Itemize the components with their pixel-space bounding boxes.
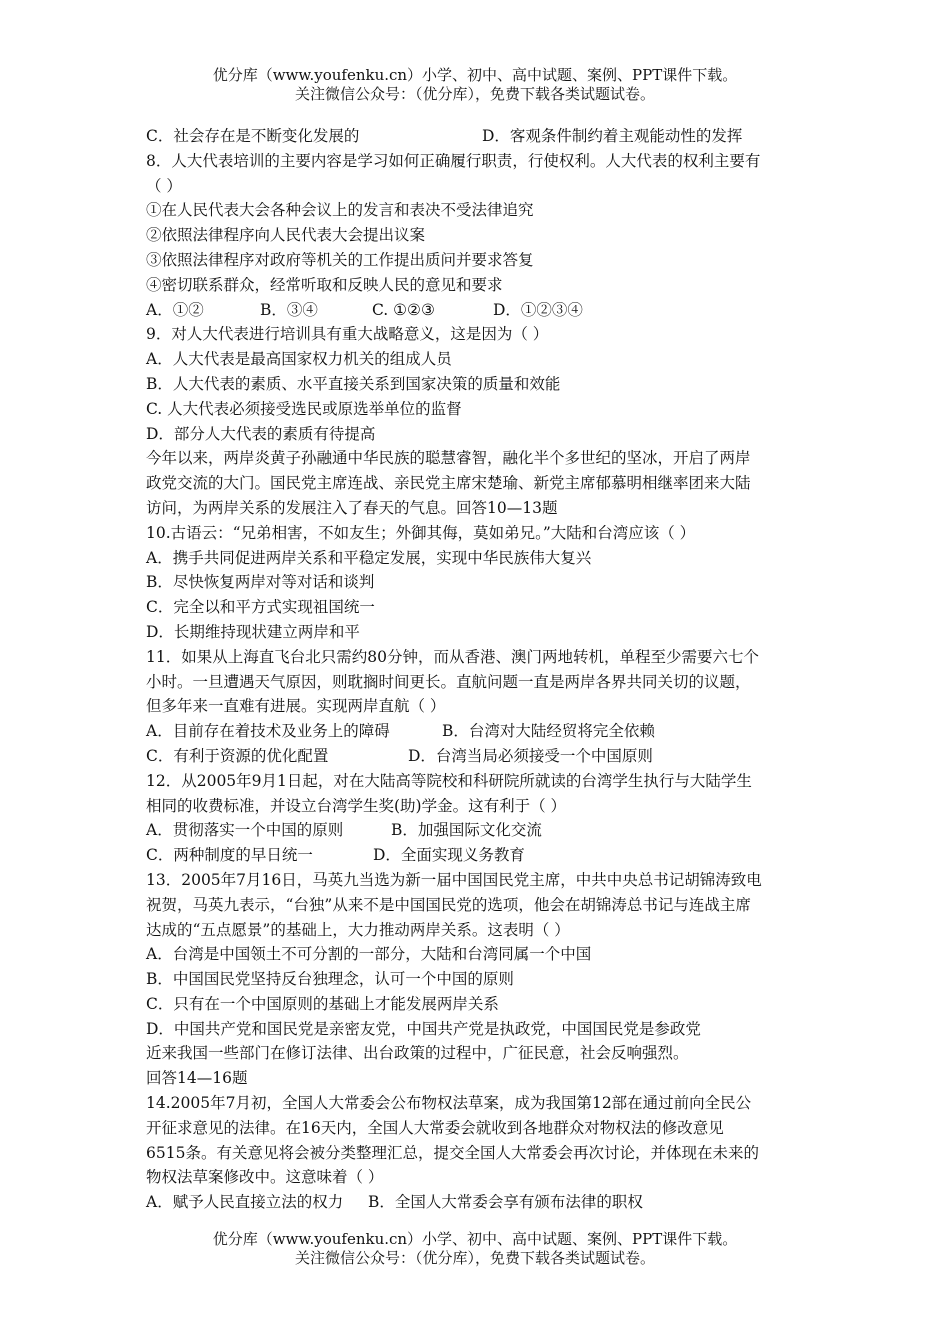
q11-option-d: D．台湾当局必须接受一个中国原则 bbox=[408, 746, 653, 765]
q8-option-b: B．③④ bbox=[260, 300, 318, 319]
q12-options-ab bbox=[146, 818, 811, 843]
q9-option-a: A．人大代表是最高国家权力机关的组成人员 bbox=[146, 350, 452, 369]
q8-option-a: A．①② bbox=[146, 300, 204, 319]
q7-options-cd bbox=[146, 124, 811, 149]
q8-item-3: ③依照法律程序对政府等机关的工作提出质问并要求答复 bbox=[146, 250, 534, 269]
q11-stem-line-1: 11．如果从上海直飞台北只需约80分钟，而从香港、澳门两地转机，单程至少需要六七个 bbox=[146, 647, 759, 666]
q8-stem-line-1: 8．人大代表培训的主要内容是学习如何正确履行职责，行使权利。人大代表的权利主要有 bbox=[146, 151, 761, 170]
q12-option-d: D．全面实现义务教育 bbox=[373, 846, 525, 865]
q9-option-b: B．人大代表的素质、水平直接关系到国家决策的质量和效能 bbox=[146, 374, 561, 393]
q11-stem-line-3: 但多年来一直难有进展。实现两岸直航（ ） bbox=[146, 697, 446, 716]
q14-stem-line-3: 6515条。有关意见将会被分类整理汇总，提交全国人大常委会再次讨论，并体现在未来的 bbox=[146, 1143, 759, 1162]
q12-stem-line-2: 相同的收费标准，并设立台湾学生奖(助)学金。这有利于（ ） bbox=[146, 796, 567, 815]
exam-content bbox=[146, 124, 811, 1215]
passage-2-line-1: 近来我国一些部门在修订法律、出台政策的过程中，广征民意，社会反响强烈。 bbox=[146, 1044, 689, 1063]
q9-stem: 9．对人大代表进行培训具有重大战略意义，这是因为（ ） bbox=[146, 325, 549, 344]
header-line-1: 优分库（www.youfenku.cn）小学、初中、高中试题、案例、PPT课件下载。 bbox=[212, 66, 738, 84]
q12-option-b: B．加强国际文化交流 bbox=[391, 821, 542, 840]
q12-options-cd bbox=[146, 843, 811, 868]
q12-option-c: C．两种制度的早日统一 bbox=[146, 846, 313, 865]
q13-stem-line-1: 13．2005年7月16日，马英九当选为新一届中国国民党主席，中共中央总书记胡锦涛致电 bbox=[146, 870, 762, 889]
q7-option-d: D．客观条件制约着主观能动性的发挥 bbox=[482, 127, 743, 145]
passage-1-line-3: 访问，为两岸关系的发展注入了春天的气息。回答10—13题 bbox=[146, 498, 558, 517]
q13-stem-line-2: 祝贺，马英九表示，“台独”从来不是中国国民党的选项，他会在胡锦涛总书记与连战主席 bbox=[146, 895, 751, 914]
q11-options-cd bbox=[146, 744, 811, 769]
q9-option-c: C. 人大代表必须接受选民或原选举单位的监督 bbox=[146, 399, 462, 418]
q11-option-b: B．台湾对大陆经贸将完全依赖 bbox=[442, 722, 655, 741]
q13-stem-line-3: 达成的“五点愿景”的基础上，大力推动两岸关系。这表明（ ） bbox=[146, 920, 570, 939]
passage-1-line-2: 政党交流的大门。国民党主席连战、亲民党主席宋楚瑜、新党主席郁慕明相继率团来大陆 bbox=[146, 474, 751, 493]
q7-option-c: C．社会存在是不断变化发展的 bbox=[146, 127, 360, 145]
page-footer bbox=[0, 1230, 950, 1268]
q14-options-ab bbox=[146, 1190, 811, 1215]
q10-stem: 10.古语云：“兄弟相害，不如友生；外御其侮，莫如弟兄。”大陆和台湾应该（ ） bbox=[146, 523, 696, 542]
q13-option-c: C．只有在一个中国原则的基础上才能发展两岸关系 bbox=[146, 994, 499, 1013]
header-line-2: 关注微信公众号：（优分库），免费下载各类试题试卷。 bbox=[294, 85, 655, 103]
q8-item-4: ④密切联系群众，经常听取和反映人民的意见和要求 bbox=[146, 275, 503, 294]
q8-option-d: D．①②③④ bbox=[493, 300, 583, 319]
q8-stem-line-2: （ ） bbox=[146, 176, 182, 195]
q12-stem-line-1: 12．从2005年9月1日起，对在大陆高等院校和科研院所就读的台湾学生执行与大陆学生 bbox=[146, 771, 752, 790]
q11-option-a: A．目前存在着技术及业务上的障碍 bbox=[146, 722, 390, 741]
q8-option-c: C. ①②③ bbox=[372, 300, 435, 319]
passage-2-line-2: 回答14—16题 bbox=[146, 1069, 248, 1088]
q10-option-b: B．尽快恢复两岸对等对话和谈判 bbox=[146, 573, 375, 592]
q14-stem-line-2: 开征求意见的法律。在16天内，全国人大常委会就收到各地群众对物权法的修改意见 bbox=[146, 1118, 724, 1137]
q14-stem-line-1: 14.2005年7月初，全国人大常委会公布物权法草案，成为我国第12部在通过前向全民公 bbox=[146, 1094, 752, 1113]
q10-option-d: D．长期维持现状建立两岸和平 bbox=[146, 622, 360, 641]
q11-option-c: C．有利于资源的优化配置 bbox=[146, 746, 329, 765]
q14-stem-line-4: 物权法草案修改中。这意味着（ ） bbox=[146, 1168, 384, 1187]
q12-option-a: A．贯彻落实一个中国的原则 bbox=[146, 821, 344, 840]
q8-options bbox=[146, 298, 811, 323]
q10-option-c: C．完全以和平方式实现祖国统一 bbox=[146, 598, 375, 617]
q10-option-a: A．携手共同促进两岸关系和平稳定发展，实现中华民族伟大复兴 bbox=[146, 548, 592, 567]
q13-option-d: D．中国共产党和国民党是亲密友党，中国共产党是执政党，中国国民党是参政党 bbox=[146, 1019, 701, 1038]
q9-option-d: D．部分人大代表的素质有待提高 bbox=[146, 424, 376, 443]
q13-option-a: A．台湾是中国领土不可分割的一部分，大陆和台湾同属一个中国 bbox=[146, 945, 592, 964]
footer-line-1: 优分库（www.youfenku.cn）小学、初中、高中试题、案例、PPT课件下载。 bbox=[212, 1230, 738, 1248]
footer-line-2: 关注微信公众号：（优分库），免费下载各类试题试卷。 bbox=[294, 1249, 655, 1267]
q14-option-a: A．赋予人民直接立法的权力 bbox=[146, 1193, 344, 1212]
q8-item-1: ①在人民代表大会各种会议上的发言和表决不受法律追究 bbox=[146, 201, 534, 220]
page-header bbox=[0, 66, 950, 104]
q8-item-2: ②依照法律程序向人民代表大会提出议案 bbox=[146, 226, 426, 245]
q13-option-b: B．中国国民党坚持反台独理念，认可一个中国的原则 bbox=[146, 970, 514, 989]
q11-options-ab bbox=[146, 719, 811, 744]
q11-stem-line-2: 小时。一旦遭遇天气原因，则耽搁时间更长。直航问题一直是两岸各界共同关切的议题， bbox=[146, 672, 751, 691]
passage-1-line-1: 今年以来，两岸炎黄子孙融通中华民族的聪慧睿智，融化半个多世纪的坚冰，开启了两岸 bbox=[146, 449, 751, 468]
q14-option-b: B．全国人大常委会享有颁布法律的职权 bbox=[368, 1193, 643, 1212]
